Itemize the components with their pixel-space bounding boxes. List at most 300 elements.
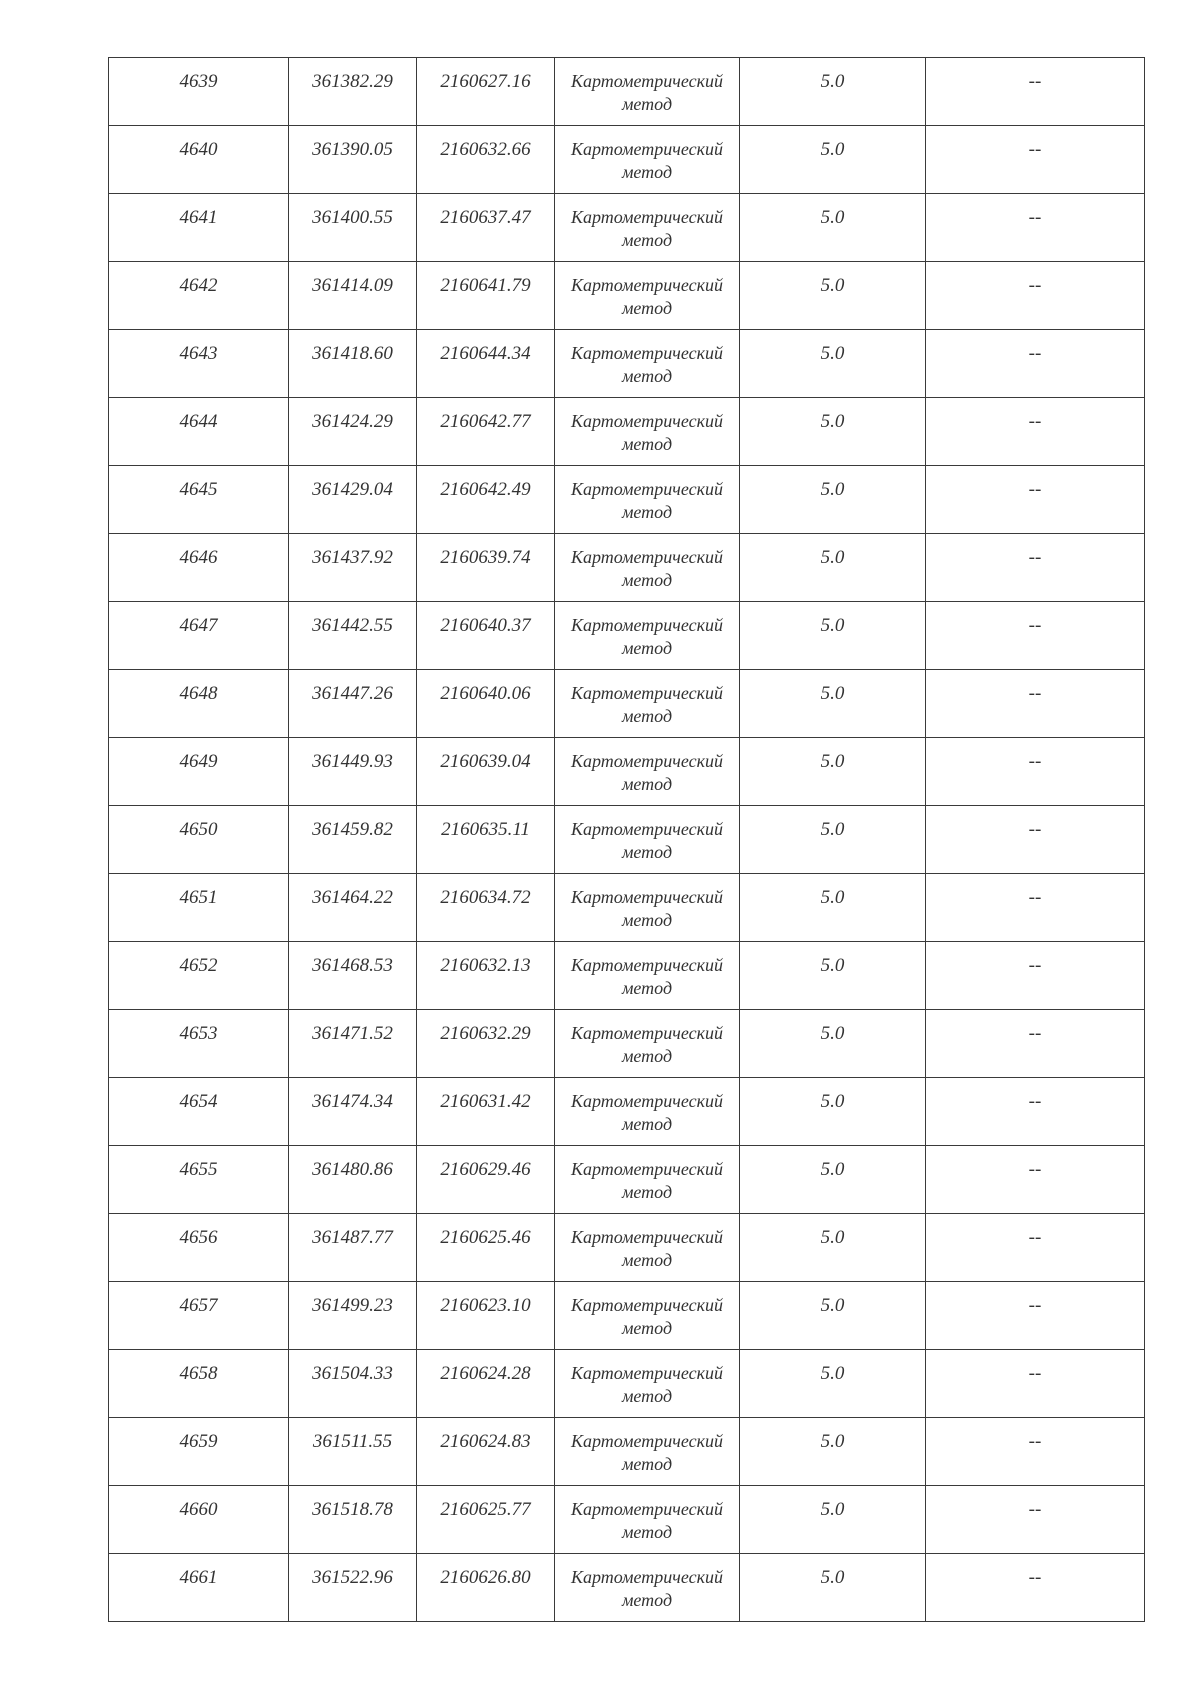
coordinates-table-body — [109, 58, 1145, 1622]
point-number-cell-text: 4647 — [179, 615, 218, 636]
point-number-cell — [109, 1214, 289, 1282]
y-coordinate-cell-text: 2160635.11 — [441, 819, 530, 840]
x-coordinate-cell-text: 361471.52 — [312, 1023, 393, 1044]
accuracy-cell-text: 5.0 — [820, 1159, 845, 1180]
point-number-cell — [109, 942, 289, 1010]
x-coordinate-cell-text: 361522.96 — [312, 1567, 393, 1588]
description-cell-text: -- — [1028, 343, 1042, 364]
point-number-cell-text: 4643 — [179, 343, 218, 364]
point-number-cell-text: 4661 — [179, 1567, 218, 1588]
description-cell-text: -- — [1028, 751, 1042, 772]
method-cell-text: Картометрический метод — [570, 1431, 723, 1474]
table-row — [109, 398, 1145, 466]
y-coordinate-cell — [417, 1350, 555, 1418]
point-number-cell-text: 4639 — [179, 71, 218, 92]
accuracy-cell — [740, 1554, 926, 1622]
y-coordinate-cell-text: 2160639.04 — [440, 751, 531, 772]
description-cell — [926, 1078, 1145, 1146]
x-coordinate-cell-text: 361437.92 — [312, 547, 393, 568]
y-coordinate-cell — [417, 58, 555, 126]
description-cell-text: -- — [1028, 1295, 1042, 1316]
method-cell-text: Картометрический метод — [570, 275, 723, 318]
accuracy-cell-text: 5.0 — [820, 207, 845, 228]
table-row — [109, 602, 1145, 670]
x-coordinate-cell — [289, 58, 417, 126]
x-coordinate-cell-text: 361449.93 — [312, 751, 393, 772]
method-cell — [555, 466, 740, 534]
point-number-cell-text: 4648 — [179, 683, 218, 704]
y-coordinate-cell — [417, 398, 555, 466]
x-coordinate-cell-text: 361464.22 — [312, 887, 393, 908]
x-coordinate-cell-text: 361459.82 — [312, 819, 393, 840]
accuracy-cell-text: 5.0 — [820, 1363, 845, 1384]
x-coordinate-cell — [289, 534, 417, 602]
accuracy-cell-text: 5.0 — [820, 1023, 845, 1044]
accuracy-cell-text: 5.0 — [820, 1499, 845, 1520]
x-coordinate-cell-text: 361511.55 — [312, 1431, 393, 1452]
point-number-cell-text: 4651 — [179, 887, 218, 908]
method-cell-text: Картометрический метод — [570, 1363, 723, 1406]
accuracy-cell — [740, 534, 926, 602]
description-cell-text: -- — [1028, 1567, 1042, 1588]
description-cell-text: -- — [1028, 1363, 1042, 1384]
description-cell — [926, 534, 1145, 602]
point-number-cell — [109, 534, 289, 602]
point-number-cell — [109, 398, 289, 466]
y-coordinate-cell — [417, 126, 555, 194]
y-coordinate-cell-text: 2160640.37 — [440, 615, 531, 636]
x-coordinate-cell-text: 361504.33 — [312, 1363, 393, 1384]
point-number-cell-text: 4659 — [179, 1431, 218, 1452]
method-cell-text: Картометрический метод — [570, 411, 723, 454]
description-cell-text: -- — [1028, 411, 1042, 432]
y-coordinate-cell — [417, 194, 555, 262]
y-coordinate-cell — [417, 262, 555, 330]
accuracy-cell — [740, 806, 926, 874]
point-number-cell-text: 4657 — [179, 1295, 218, 1316]
y-coordinate-cell — [417, 534, 555, 602]
y-coordinate-cell-text: 2160639.74 — [440, 547, 531, 568]
accuracy-cell-text: 5.0 — [820, 683, 845, 704]
method-cell-text: Картометрический метод — [570, 955, 723, 998]
table-row — [109, 806, 1145, 874]
y-coordinate-cell-text: 2160623.10 — [440, 1295, 531, 1316]
description-cell-text: -- — [1028, 547, 1042, 568]
description-cell-text: -- — [1028, 275, 1042, 296]
method-cell — [555, 1554, 740, 1622]
table-row — [109, 194, 1145, 262]
table-row — [109, 330, 1145, 398]
x-coordinate-cell — [289, 942, 417, 1010]
point-number-cell — [109, 874, 289, 942]
table-row — [109, 1486, 1145, 1554]
accuracy-cell-text: 5.0 — [820, 139, 845, 160]
y-coordinate-cell-text: 2160632.66 — [440, 139, 531, 160]
description-cell — [926, 738, 1145, 806]
table-row — [109, 1078, 1145, 1146]
method-cell — [555, 1418, 740, 1486]
x-coordinate-cell — [289, 1282, 417, 1350]
point-number-cell — [109, 330, 289, 398]
point-number-cell — [109, 126, 289, 194]
table-row — [109, 1010, 1145, 1078]
method-cell-text: Картометрический метод — [570, 1295, 723, 1338]
point-number-cell-text: 4660 — [179, 1499, 218, 1520]
x-coordinate-cell — [289, 466, 417, 534]
accuracy-cell — [740, 58, 926, 126]
y-coordinate-cell — [417, 330, 555, 398]
x-coordinate-cell-text: 361418.60 — [312, 343, 393, 364]
x-coordinate-cell — [289, 330, 417, 398]
table-row — [109, 1554, 1145, 1622]
accuracy-cell — [740, 942, 926, 1010]
y-coordinate-cell — [417, 602, 555, 670]
y-coordinate-cell-text: 2160627.16 — [440, 71, 531, 92]
description-cell-text: -- — [1028, 1431, 1042, 1452]
accuracy-cell — [740, 1350, 926, 1418]
accuracy-cell — [740, 1418, 926, 1486]
accuracy-cell-text: 5.0 — [820, 1431, 845, 1452]
description-cell — [926, 942, 1145, 1010]
accuracy-cell — [740, 602, 926, 670]
x-coordinate-cell-text: 361468.53 — [312, 955, 393, 976]
description-cell — [926, 806, 1145, 874]
point-number-cell — [109, 1554, 289, 1622]
accuracy-cell-text: 5.0 — [820, 1227, 845, 1248]
method-cell — [555, 874, 740, 942]
x-coordinate-cell-text: 361518.78 — [312, 1499, 393, 1520]
y-coordinate-cell-text: 2160640.06 — [440, 683, 531, 704]
accuracy-cell-text: 5.0 — [820, 615, 845, 636]
y-coordinate-cell — [417, 1486, 555, 1554]
x-coordinate-cell — [289, 262, 417, 330]
description-cell — [926, 1146, 1145, 1214]
method-cell — [555, 738, 740, 806]
table-row — [109, 874, 1145, 942]
point-number-cell-text: 4656 — [179, 1227, 218, 1248]
x-coordinate-cell-text: 361382.29 — [312, 71, 393, 92]
point-number-cell — [109, 738, 289, 806]
method-cell-text: Картометрический метод — [570, 1567, 723, 1610]
point-number-cell — [109, 1146, 289, 1214]
point-number-cell — [109, 1078, 289, 1146]
y-coordinate-cell — [417, 806, 555, 874]
point-number-cell — [109, 1010, 289, 1078]
point-number-cell — [109, 466, 289, 534]
table-row — [109, 126, 1145, 194]
description-cell-text: -- — [1028, 819, 1042, 840]
method-cell — [555, 1486, 740, 1554]
x-coordinate-cell — [289, 1350, 417, 1418]
description-cell — [926, 126, 1145, 194]
method-cell — [555, 262, 740, 330]
point-number-cell — [109, 194, 289, 262]
x-coordinate-cell-text: 361414.09 — [312, 275, 393, 296]
method-cell-text: Картометрический метод — [570, 71, 723, 114]
description-cell-text: -- — [1028, 683, 1042, 704]
description-cell — [926, 1418, 1145, 1486]
table-row — [109, 738, 1145, 806]
table-row — [109, 1214, 1145, 1282]
accuracy-cell — [740, 1282, 926, 1350]
method-cell — [555, 1078, 740, 1146]
y-coordinate-cell-text: 2160637.47 — [440, 207, 531, 228]
y-coordinate-cell-text: 2160626.80 — [440, 1567, 531, 1588]
table-row — [109, 1418, 1145, 1486]
method-cell-text: Картометрический метод — [570, 887, 723, 930]
accuracy-cell — [740, 126, 926, 194]
point-number-cell — [109, 1418, 289, 1486]
method-cell — [555, 534, 740, 602]
point-number-cell-text: 4646 — [179, 547, 218, 568]
description-cell — [926, 330, 1145, 398]
table-row — [109, 534, 1145, 602]
accuracy-cell — [740, 194, 926, 262]
y-coordinate-cell-text: 2160624.83 — [440, 1431, 531, 1452]
x-coordinate-cell-text: 361447.26 — [312, 683, 393, 704]
table-row — [109, 58, 1145, 126]
x-coordinate-cell — [289, 1010, 417, 1078]
accuracy-cell — [740, 1486, 926, 1554]
description-cell-text: -- — [1028, 1091, 1042, 1112]
table-row — [109, 262, 1145, 330]
table-row — [109, 1350, 1145, 1418]
accuracy-cell-text: 5.0 — [820, 275, 845, 296]
y-coordinate-cell — [417, 1418, 555, 1486]
method-cell — [555, 1146, 740, 1214]
x-coordinate-cell — [289, 1554, 417, 1622]
x-coordinate-cell-text: 361487.77 — [312, 1227, 393, 1248]
point-number-cell — [109, 1486, 289, 1554]
description-cell-text: -- — [1028, 887, 1042, 908]
description-cell — [926, 1282, 1145, 1350]
x-coordinate-cell — [289, 126, 417, 194]
method-cell — [555, 1350, 740, 1418]
y-coordinate-cell — [417, 1282, 555, 1350]
description-cell — [926, 262, 1145, 330]
point-number-cell-text: 4644 — [179, 411, 218, 432]
y-coordinate-cell — [417, 1010, 555, 1078]
method-cell-text: Картометрический метод — [570, 751, 723, 794]
description-cell-text: -- — [1028, 479, 1042, 500]
coordinates-table — [108, 57, 1145, 1622]
x-coordinate-cell — [289, 398, 417, 466]
table-row — [109, 1146, 1145, 1214]
accuracy-cell-text: 5.0 — [820, 819, 845, 840]
point-number-cell-text: 4650 — [179, 819, 218, 840]
description-cell-text: -- — [1028, 1159, 1042, 1180]
method-cell-text: Картометрический метод — [570, 615, 723, 658]
x-coordinate-cell-text: 361442.55 — [312, 615, 393, 636]
accuracy-cell-text: 5.0 — [820, 547, 845, 568]
method-cell-text: Картометрический метод — [570, 819, 723, 862]
point-number-cell — [109, 670, 289, 738]
y-coordinate-cell — [417, 1214, 555, 1282]
point-number-cell — [109, 58, 289, 126]
description-cell-text: -- — [1028, 1227, 1042, 1248]
point-number-cell-text: 4649 — [179, 751, 218, 772]
accuracy-cell — [740, 398, 926, 466]
y-coordinate-cell — [417, 1078, 555, 1146]
point-number-cell-text: 4655 — [179, 1159, 218, 1180]
point-number-cell-text: 4645 — [179, 479, 218, 500]
y-coordinate-cell — [417, 670, 555, 738]
x-coordinate-cell-text: 361474.34 — [312, 1091, 393, 1112]
method-cell — [555, 330, 740, 398]
accuracy-cell — [740, 1010, 926, 1078]
description-cell — [926, 602, 1145, 670]
point-number-cell-text: 4658 — [179, 1363, 218, 1384]
accuracy-cell-text: 5.0 — [820, 1091, 845, 1112]
accuracy-cell — [740, 874, 926, 942]
x-coordinate-cell — [289, 670, 417, 738]
method-cell-text: Картометрический метод — [570, 1091, 723, 1134]
x-coordinate-cell-text: 361499.23 — [312, 1295, 393, 1316]
method-cell — [555, 1010, 740, 1078]
method-cell-text: Картометрический метод — [570, 547, 723, 590]
method-cell-text: Картометрический метод — [570, 683, 723, 726]
y-coordinate-cell — [417, 466, 555, 534]
method-cell — [555, 398, 740, 466]
method-cell — [555, 58, 740, 126]
accuracy-cell — [740, 1214, 926, 1282]
y-coordinate-cell-text: 2160642.49 — [440, 479, 531, 500]
y-coordinate-cell-text: 2160631.42 — [440, 1091, 531, 1112]
method-cell — [555, 1282, 740, 1350]
y-coordinate-cell-text: 2160641.79 — [440, 275, 531, 296]
description-cell-text: -- — [1028, 955, 1042, 976]
y-coordinate-cell-text: 2160634.72 — [440, 887, 531, 908]
description-cell — [926, 1010, 1145, 1078]
description-cell — [926, 398, 1145, 466]
y-coordinate-cell — [417, 1554, 555, 1622]
method-cell-text: Картометрический метод — [570, 1159, 723, 1202]
description-cell — [926, 1214, 1145, 1282]
description-cell — [926, 58, 1145, 126]
point-number-cell-text: 4642 — [179, 275, 218, 296]
table-row — [109, 942, 1145, 1010]
point-number-cell-text: 4640 — [179, 139, 218, 160]
method-cell — [555, 806, 740, 874]
description-cell-text: -- — [1028, 1023, 1042, 1044]
accuracy-cell — [740, 466, 926, 534]
accuracy-cell — [740, 262, 926, 330]
y-coordinate-cell-text: 2160629.46 — [440, 1159, 531, 1180]
method-cell-text: Картометрический метод — [570, 1499, 723, 1542]
point-number-cell-text: 4654 — [179, 1091, 218, 1112]
point-number-cell — [109, 806, 289, 874]
method-cell — [555, 602, 740, 670]
x-coordinate-cell-text: 361390.05 — [312, 139, 393, 160]
method-cell — [555, 1214, 740, 1282]
x-coordinate-cell-text: 361424.29 — [312, 411, 393, 432]
description-cell-text: -- — [1028, 139, 1042, 160]
description-cell-text: -- — [1028, 615, 1042, 636]
description-cell — [926, 1350, 1145, 1418]
y-coordinate-cell-text: 2160625.46 — [440, 1227, 531, 1248]
accuracy-cell-text: 5.0 — [820, 955, 845, 976]
table-row — [109, 670, 1145, 738]
accuracy-cell — [740, 1078, 926, 1146]
description-cell — [926, 466, 1145, 534]
description-cell — [926, 670, 1145, 738]
description-cell — [926, 1554, 1145, 1622]
table-row — [109, 1282, 1145, 1350]
x-coordinate-cell-text: 361480.86 — [312, 1159, 393, 1180]
x-coordinate-cell-text: 361400.55 — [312, 207, 393, 228]
description-cell — [926, 194, 1145, 262]
accuracy-cell — [740, 738, 926, 806]
method-cell — [555, 194, 740, 262]
description-cell — [926, 874, 1145, 942]
y-coordinate-cell-text: 2160644.34 — [440, 343, 531, 364]
description-cell-text: -- — [1028, 207, 1042, 228]
accuracy-cell — [740, 1146, 926, 1214]
accuracy-cell-text: 5.0 — [820, 71, 845, 92]
method-cell-text: Картометрический метод — [570, 479, 723, 522]
method-cell — [555, 126, 740, 194]
x-coordinate-cell — [289, 874, 417, 942]
accuracy-cell-text: 5.0 — [820, 343, 845, 364]
x-coordinate-cell — [289, 194, 417, 262]
x-coordinate-cell — [289, 1078, 417, 1146]
point-number-cell-text: 4653 — [179, 1023, 218, 1044]
x-coordinate-cell-text: 361429.04 — [312, 479, 393, 500]
method-cell-text: Картометрический метод — [570, 1227, 723, 1270]
method-cell — [555, 942, 740, 1010]
table-row — [109, 466, 1145, 534]
x-coordinate-cell — [289, 1486, 417, 1554]
y-coordinate-cell-text: 2160642.77 — [440, 411, 531, 432]
accuracy-cell-text: 5.0 — [820, 1295, 845, 1316]
accuracy-cell-text: 5.0 — [820, 751, 845, 772]
x-coordinate-cell — [289, 738, 417, 806]
description-cell — [926, 1486, 1145, 1554]
point-number-cell-text: 4641 — [179, 207, 218, 228]
description-cell-text: -- — [1028, 71, 1042, 92]
method-cell-text: Картометрический метод — [570, 139, 723, 182]
point-number-cell — [109, 1350, 289, 1418]
y-coordinate-cell-text: 2160625.77 — [440, 1499, 531, 1520]
method-cell-text: Картометрический метод — [570, 1023, 723, 1066]
method-cell-text: Картометрический метод — [570, 207, 723, 250]
x-coordinate-cell — [289, 1146, 417, 1214]
y-coordinate-cell-text: 2160632.13 — [440, 955, 531, 976]
x-coordinate-cell — [289, 602, 417, 670]
y-coordinate-cell — [417, 738, 555, 806]
description-cell-text: -- — [1028, 1499, 1042, 1520]
y-coordinate-cell — [417, 874, 555, 942]
accuracy-cell-text: 5.0 — [820, 479, 845, 500]
accuracy-cell-text: 5.0 — [820, 887, 845, 908]
accuracy-cell — [740, 330, 926, 398]
method-cell — [555, 670, 740, 738]
y-coordinate-cell-text: 2160624.28 — [440, 1363, 531, 1384]
y-coordinate-cell-text: 2160632.29 — [440, 1023, 531, 1044]
x-coordinate-cell — [289, 1418, 417, 1486]
y-coordinate-cell — [417, 1146, 555, 1214]
accuracy-cell-text: 5.0 — [820, 1567, 845, 1588]
point-number-cell — [109, 262, 289, 330]
accuracy-cell-text: 5.0 — [820, 411, 845, 432]
point-number-cell — [109, 602, 289, 670]
y-coordinate-cell — [417, 942, 555, 1010]
method-cell-text: Картометрический метод — [570, 343, 723, 386]
x-coordinate-cell — [289, 1214, 417, 1282]
x-coordinate-cell — [289, 806, 417, 874]
accuracy-cell — [740, 670, 926, 738]
point-number-cell — [109, 1282, 289, 1350]
